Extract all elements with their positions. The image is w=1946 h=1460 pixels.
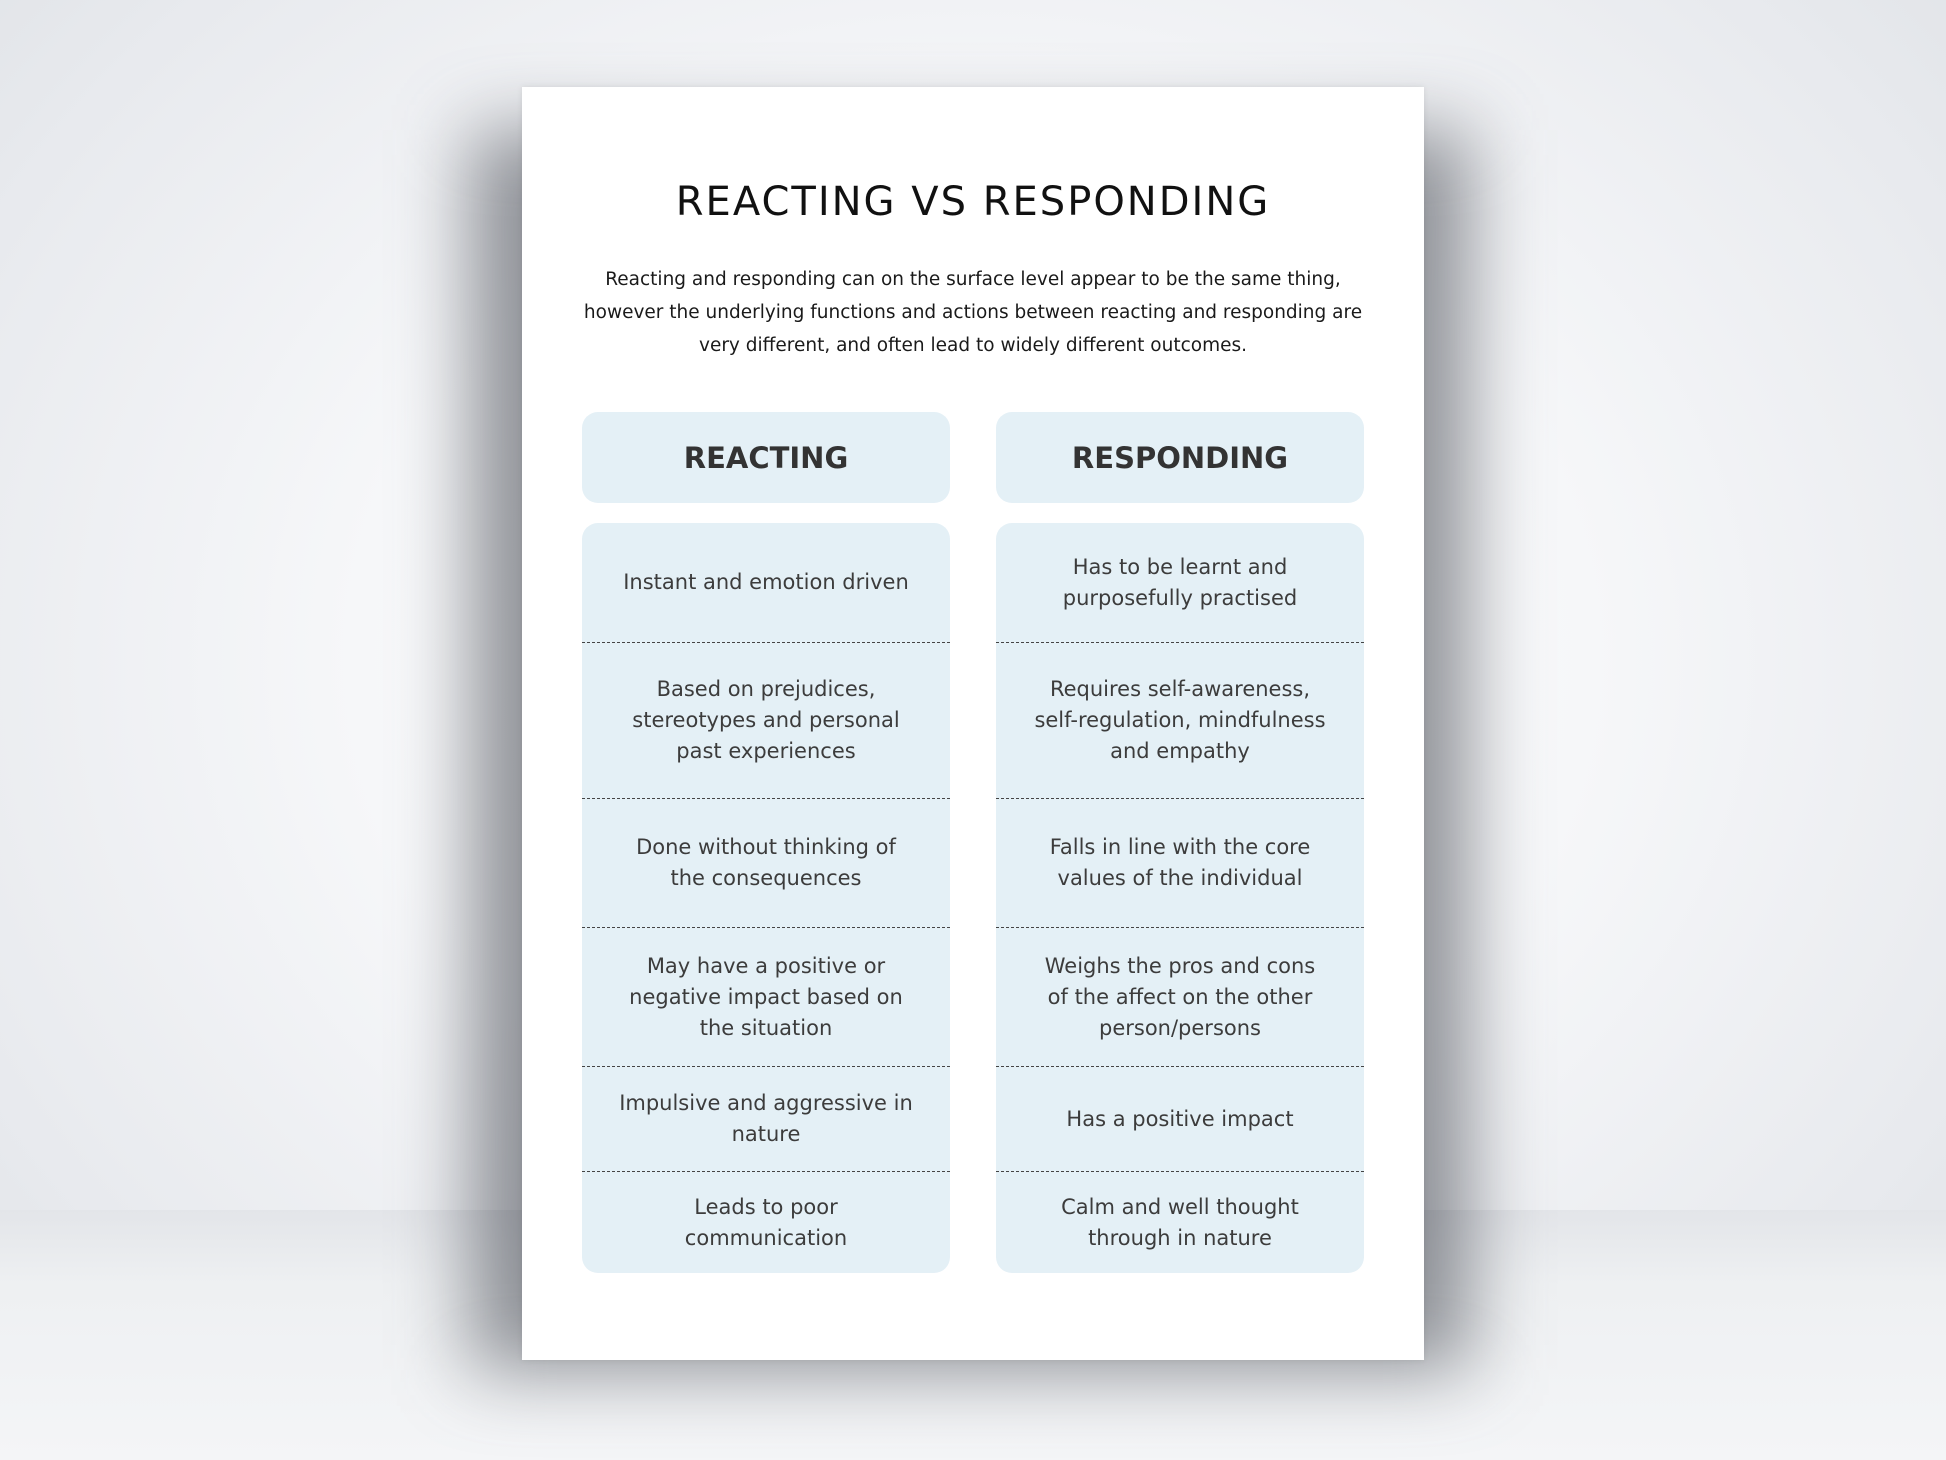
responding-item: Has a positive impact bbox=[996, 1067, 1364, 1172]
responding-item: Calm and well thought through in nature bbox=[1061, 1194, 1299, 1250]
column-header-reacting: REACTING bbox=[582, 412, 950, 503]
reacting-item: Done without thinking of the consequences bbox=[582, 799, 950, 928]
reacting-item: Instant and emotion driven bbox=[582, 523, 950, 643]
responding-column bbox=[996, 523, 1364, 1273]
reacting-item: May have a positive or negative impact based on the situation bbox=[582, 928, 950, 1067]
reacting-item: Impulsive and aggressive in nature bbox=[582, 1067, 950, 1172]
worksheet-page bbox=[522, 87, 1424, 1360]
reacting-item: Based on prejudices, stereotypes and personal past experiences bbox=[582, 643, 950, 799]
responding-item: Weighs the pros and cons of the affect on the other person/persons bbox=[996, 928, 1364, 1067]
responding-item: Requires self-awareness, self-regulation, mindfulness and empathy bbox=[996, 643, 1364, 799]
column-header-responding: RESPONDING bbox=[996, 412, 1364, 503]
responding-item: Has to be learnt and purposefully practised bbox=[996, 523, 1364, 643]
responding-item: Falls in line with the core values of the individual bbox=[996, 799, 1364, 928]
intro-paragraph: Reacting and responding can on the surface level appear to be the same thing, however the underlying functions and actions between reacting and responding are very different, and often lead to widely different outcomes. bbox=[583, 269, 1363, 356]
reacting-item: Leads to poor communication bbox=[684, 1194, 848, 1250]
reacting-column bbox=[582, 523, 950, 1273]
page-title: REACTING VS RESPONDING bbox=[675, 179, 1271, 225]
